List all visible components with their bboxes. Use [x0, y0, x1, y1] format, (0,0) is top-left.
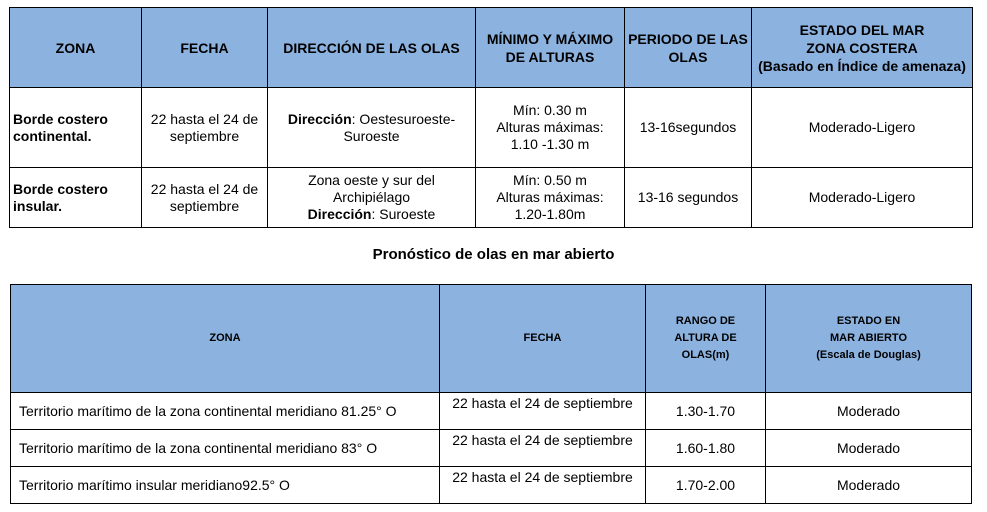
- header-rango-line3: OLAS(m): [681, 349, 730, 361]
- altura-maxima-label: Alturas máximas:: [496, 119, 604, 135]
- estado-cell: Moderado: [766, 430, 972, 467]
- direccion-value: : Suroeste: [371, 206, 436, 222]
- header-estado-line2: ZONA COSTERA: [806, 39, 918, 56]
- header-estado-line3: (Basado en Índice de amenaza): [758, 57, 966, 74]
- header-rango-line2: ALTURA DE: [674, 332, 737, 344]
- zona-cell: Territorio marítimo de la zona continental meridiano 81.25° O: [11, 393, 440, 430]
- estado-cell: Moderado-Ligero: [752, 88, 973, 168]
- direccion-label: Dirección: [287, 110, 352, 127]
- zona-cell: Territorio marítimo insular meridiano92.5° O: [11, 467, 440, 504]
- zona-cell: Borde costero insular.: [10, 168, 142, 228]
- estado-cell: Moderado-Ligero: [752, 168, 973, 228]
- alturas-cell: [476, 168, 625, 228]
- open-sea-forecast-table: [10, 284, 972, 504]
- alturas-cell: [476, 88, 625, 168]
- zona-cell: Borde costero continental.: [10, 88, 142, 168]
- estado-cell: Moderado: [766, 393, 972, 430]
- table-header-row: [10, 8, 973, 88]
- altura-maxima: 1.10 -1.30 m: [510, 136, 590, 152]
- rango-cell: 1.70-2.00: [646, 467, 766, 504]
- header-direccion: DIRECCIÓN DE LAS OLAS: [268, 8, 476, 88]
- header-alturas: MÍNIMO Y MÁXIMO DE ALTURAS: [476, 8, 625, 88]
- zona-cell: Territorio marítimo de la zona continental meridiano 83° O: [11, 430, 440, 467]
- header-estado: [766, 285, 972, 393]
- table-header-row: [11, 285, 972, 393]
- direccion-value: : Oestesuroeste-Suroeste: [343, 110, 456, 144]
- table-row: [11, 430, 972, 467]
- header-estado: [752, 8, 973, 88]
- header-estado-line2: MAR ABIERTO: [830, 332, 907, 344]
- header-fecha: FECHA: [142, 8, 268, 88]
- table-row: [10, 88, 973, 168]
- header-periodo: PERIODO DE LAS OLAS: [625, 8, 752, 88]
- header-estado-line3: (Escala de Douglas): [816, 349, 921, 361]
- header-rango-line1: RANGO DE: [675, 315, 736, 327]
- direccion-cell: [268, 88, 476, 168]
- coastal-forecast-table: [9, 7, 973, 228]
- table-row: [10, 168, 973, 228]
- fecha-cell: 22 hasta el 24 de septiembre: [440, 430, 646, 467]
- header-fecha: FECHA: [440, 285, 646, 393]
- fecha-cell: 22 hasta el 24 de septiembre: [142, 168, 268, 228]
- table-row: [11, 467, 972, 504]
- fecha-cell: 22 hasta el 24 de septiembre: [440, 393, 646, 430]
- fecha-cell: 22 hasta el 24 de septiembre: [440, 467, 646, 504]
- direccion-label: Dirección: [307, 206, 372, 222]
- header-zona: ZONA: [11, 285, 440, 393]
- section-title: Pronóstico de olas en mar abierto: [372, 246, 615, 263]
- header-estado-line1: ESTADO DEL MAR: [799, 21, 925, 38]
- estado-cell: Moderado: [766, 467, 972, 504]
- periodo-cell: 13-16 segundos: [625, 168, 752, 228]
- fecha-cell: 22 hasta el 24 de septiembre: [142, 88, 268, 168]
- direccion-zona: Zona oeste y sur del Archipiélago: [308, 172, 435, 205]
- table-row: [11, 393, 972, 430]
- altura-maxima-label: Alturas máximas:: [496, 189, 604, 205]
- altura-maxima: 1.20-1.80m: [514, 206, 586, 222]
- rango-cell: 1.30-1.70: [646, 393, 766, 430]
- rango-cell: 1.60-1.80: [646, 430, 766, 467]
- altura-minima: Mín: 0.50 m: [513, 172, 587, 188]
- header-estado-line1: ESTADO EN: [836, 315, 901, 327]
- periodo-cell: 13-16segundos: [625, 88, 752, 168]
- altura-minima: Mín: 0.30 m: [513, 102, 587, 118]
- header-rango: [646, 285, 766, 393]
- direccion-cell: [268, 168, 476, 228]
- header-zona: ZONA: [10, 8, 142, 88]
